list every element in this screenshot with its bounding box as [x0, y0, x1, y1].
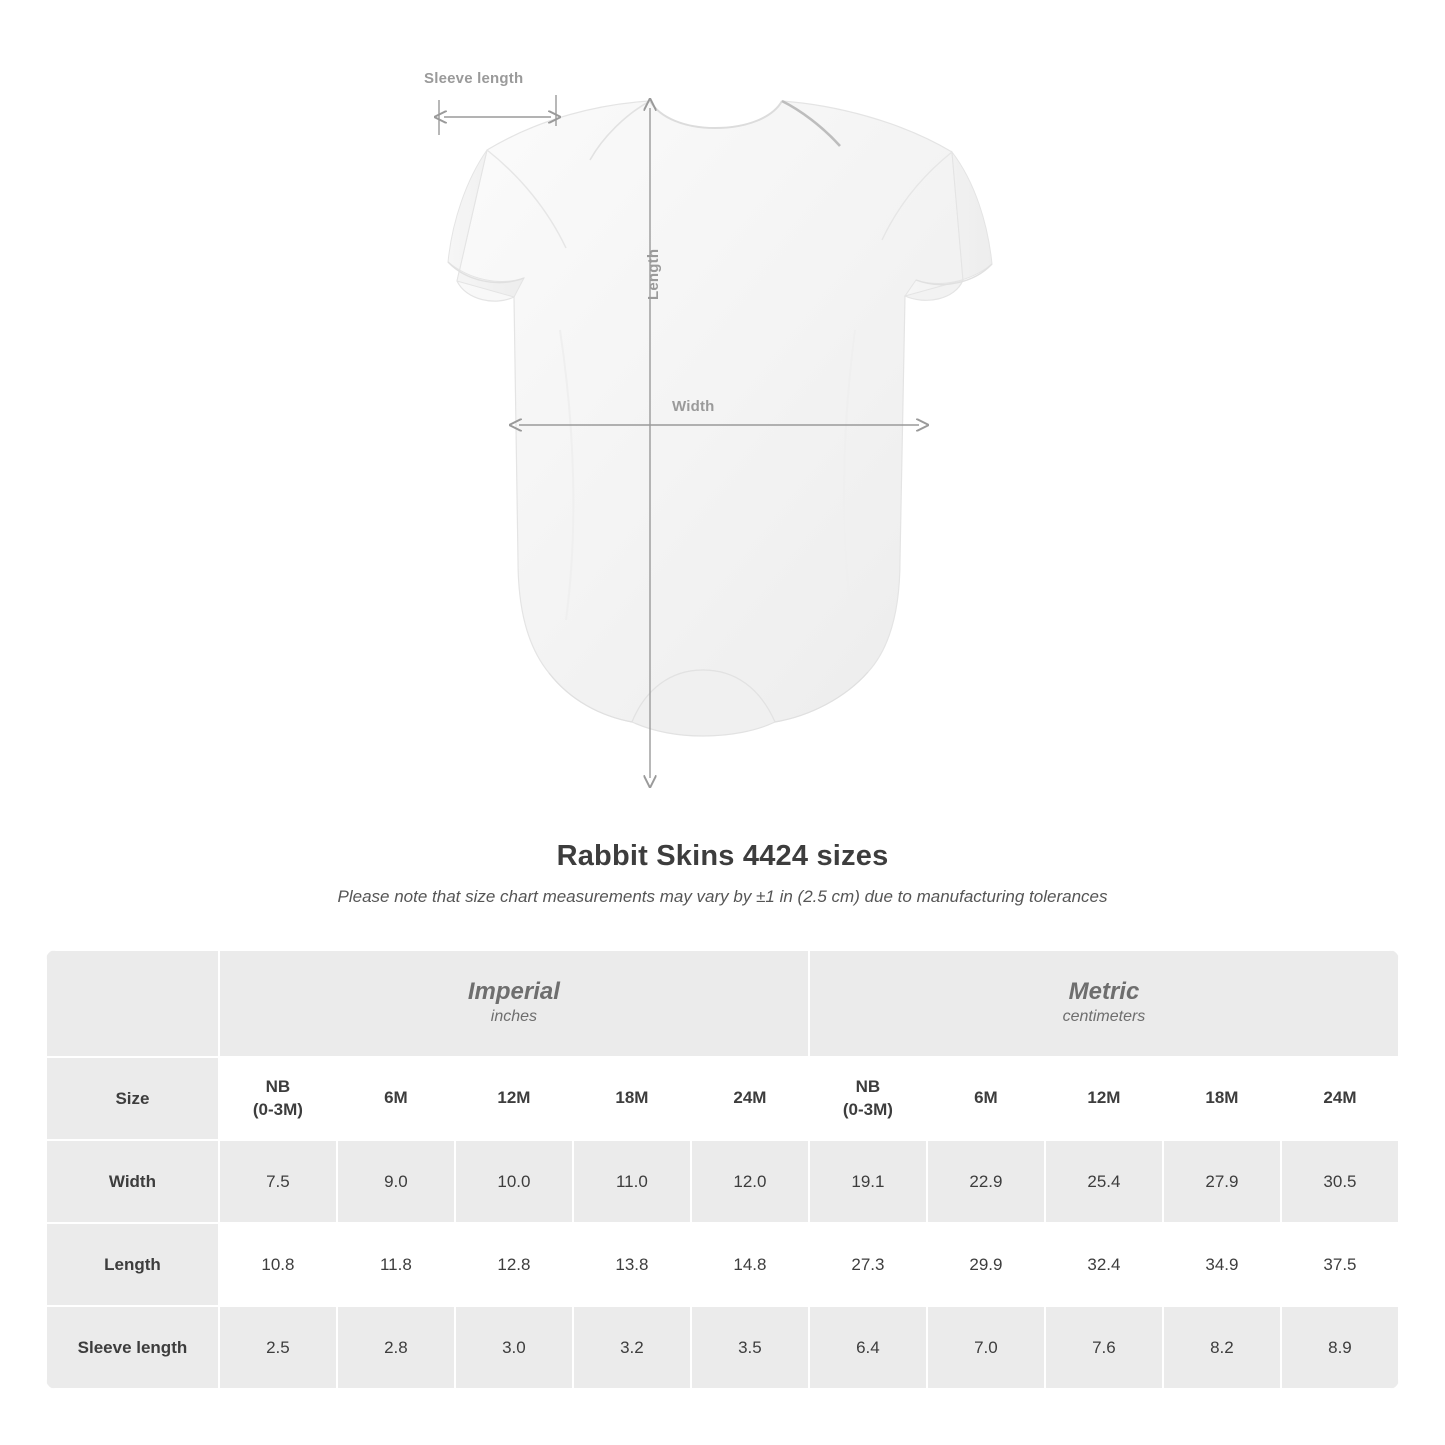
cell-length-0: 10.8	[219, 1223, 337, 1306]
row-label-length: Length	[46, 1223, 219, 1306]
row-label-sleeve-length: Sleeve length	[46, 1306, 219, 1389]
length-dimension-label: Length	[645, 248, 662, 300]
size-col-head-5-line2: (0-3M)	[842, 1099, 893, 1119]
size-col-head-1-line1: 6M	[384, 1088, 408, 1108]
page-title: Rabbit Skins 4424 sizes	[556, 840, 889, 872]
unit-group-metric-name: Metric	[1068, 977, 1140, 1005]
cell-width-3: 11.0	[573, 1140, 691, 1223]
cell-length-3: 13.8	[573, 1223, 691, 1306]
cell-sleeve-0: 2.5	[219, 1306, 337, 1389]
unit-group-imperial-name: Imperial	[467, 977, 560, 1005]
cell-sleeve-2: 3.0	[455, 1306, 573, 1389]
size-col-head-2	[455, 1057, 573, 1140]
size-col-head-0-line2: (0-3M)	[252, 1099, 303, 1119]
cell-width-9: 30.5	[1281, 1140, 1399, 1223]
size-col-head-1	[337, 1057, 455, 1140]
size-col-head-5	[809, 1057, 927, 1140]
size-col-head-8-line1: 18M	[1205, 1088, 1239, 1108]
size-table	[46, 950, 1399, 1389]
unit-group-metric	[809, 950, 1399, 1057]
size-col-head-8	[1163, 1057, 1281, 1140]
cell-length-1: 11.8	[337, 1223, 455, 1306]
unit-group-metric-sub: centimeters	[1062, 1008, 1146, 1026]
cell-length-5: 27.3	[809, 1223, 927, 1306]
cell-width-0: 7.5	[219, 1140, 337, 1223]
size-col-head-6-line1: 6M	[974, 1088, 998, 1108]
row-header-size: Size	[46, 1057, 219, 1140]
size-table-wrapper	[46, 950, 1399, 1389]
sleeve-length-dimension-label: Sleeve length	[424, 70, 524, 87]
size-col-head-3-line1: 18M	[615, 1088, 649, 1108]
cell-width-6: 22.9	[927, 1140, 1045, 1223]
size-col-head-4	[691, 1057, 809, 1140]
cell-length-4: 14.8	[691, 1223, 809, 1306]
size-col-head-9-line1: 24M	[1323, 1088, 1357, 1108]
cell-width-8: 27.9	[1163, 1140, 1281, 1223]
cell-width-7: 25.4	[1045, 1140, 1163, 1223]
cell-length-6: 29.9	[927, 1223, 1045, 1306]
size-col-head-2-line1: 12M	[497, 1088, 531, 1108]
table-row	[46, 1140, 1399, 1223]
cell-length-7: 32.4	[1045, 1223, 1163, 1306]
unit-group-imperial	[219, 950, 809, 1057]
corner-cell	[46, 950, 219, 1057]
size-col-head-6	[927, 1057, 1045, 1140]
tolerance-note: Please note that size chart measurements may vary by ±1 in (2.5 cm) due to manufacturing tolerances	[337, 887, 1108, 906]
cell-sleeve-9: 8.9	[1281, 1306, 1399, 1389]
cell-sleeve-6: 7.0	[927, 1306, 1045, 1389]
unit-header-row	[46, 950, 1399, 1057]
cell-sleeve-7: 7.6	[1045, 1306, 1163, 1389]
cell-width-5: 19.1	[809, 1140, 927, 1223]
cell-width-4: 12.0	[691, 1140, 809, 1223]
cell-length-2: 12.8	[455, 1223, 573, 1306]
cell-sleeve-4: 3.5	[691, 1306, 809, 1389]
size-col-head-0	[219, 1057, 337, 1140]
width-dimension-label: Width	[672, 398, 715, 415]
size-col-head-5-line1: NB	[855, 1076, 881, 1096]
table-row	[46, 1306, 1399, 1389]
title-block	[0, 840, 1445, 907]
cell-width-2: 10.0	[455, 1140, 573, 1223]
size-col-head-4-line1: 24M	[733, 1088, 767, 1108]
size-col-head-9	[1281, 1057, 1399, 1140]
size-col-head-7-line1: 12M	[1087, 1088, 1121, 1108]
cell-sleeve-1: 2.8	[337, 1306, 455, 1389]
cell-length-9: 37.5	[1281, 1223, 1399, 1306]
size-header-row	[46, 1057, 1399, 1140]
size-col-head-3	[573, 1057, 691, 1140]
cell-sleeve-8: 8.2	[1163, 1306, 1281, 1389]
cell-width-1: 9.0	[337, 1140, 455, 1223]
cell-sleeve-3: 3.2	[573, 1306, 691, 1389]
cell-length-8: 34.9	[1163, 1223, 1281, 1306]
table-row	[46, 1223, 1399, 1306]
size-col-head-0-line1: NB	[265, 1076, 291, 1096]
cell-sleeve-5: 6.4	[809, 1306, 927, 1389]
bodysuit-body	[448, 101, 992, 736]
size-col-head-7	[1045, 1057, 1163, 1140]
unit-group-imperial-sub: inches	[490, 1008, 538, 1026]
row-label-width: Width	[46, 1140, 219, 1223]
